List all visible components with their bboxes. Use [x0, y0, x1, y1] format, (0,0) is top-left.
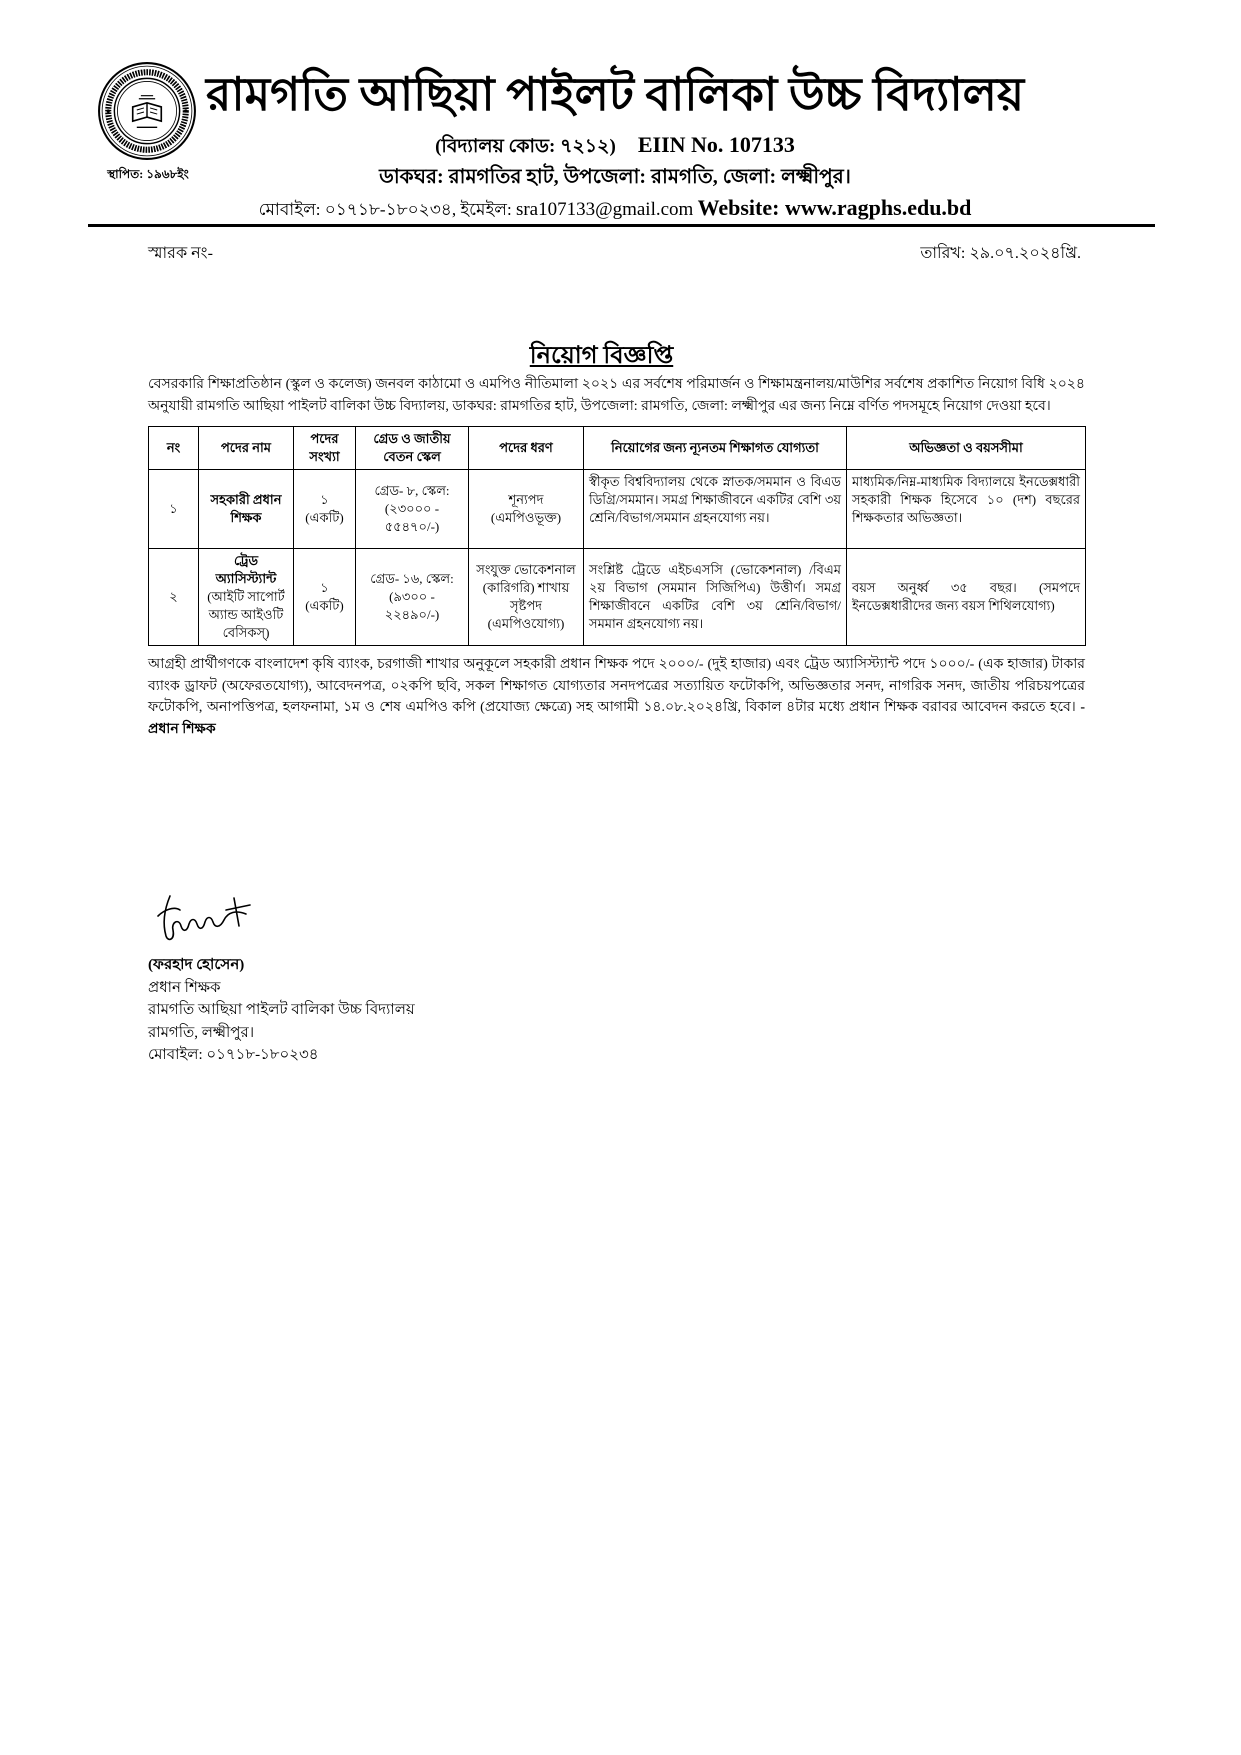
header-post-count: পদের সংখ্যা: [294, 427, 356, 470]
vacancy-table: [148, 426, 1086, 646]
notice-title: নিয়োগ বিজ্ঞপ্তি: [529, 343, 674, 369]
post-count-number: ১: [320, 580, 329, 595]
notice-body: [148, 340, 1085, 740]
header-serial: নং: [149, 427, 199, 470]
cell-post-name: সহকারী প্রধান শিক্ষক: [199, 470, 294, 549]
signatory-location: রামগতি, লক্ষ্মীপুর।: [148, 1024, 255, 1041]
application-instructions: [148, 654, 1085, 740]
post-count-words: (একটি): [305, 598, 344, 613]
table-row: [149, 549, 1086, 646]
school-code: (বিদ্যালয় কোড: ৭২১২): [435, 136, 616, 157]
table-header: [149, 427, 1086, 470]
cell-post-count: [294, 470, 356, 549]
signatory-block: [148, 954, 415, 1067]
cell-experience-age: বয়স অনুর্ধ্ব ৩৫ বছর। (সমপদে ইনডেক্সধারীদের জন্য বয়স শিথিলযোগ্য): [847, 549, 1086, 646]
header-divider: [88, 224, 1155, 227]
cell-post-type: সংযুক্ত ভোকেশনাল (কারিগরি) শাখায় সৃষ্টপদ (এমপিওযোগ্য): [469, 549, 584, 646]
cell-experience-age: মাধ্যমিক/নিম্ন-মাধ্যমিক বিদ্যালয়ে ইনডেক্সধারী সহকারী শিক্ষক হিসেবে ১০ (দশ) বছরের শিক্ষকতার অভিজ্ঞতা।: [847, 470, 1086, 549]
memo-date: তারিখ: ২৯.০৭.২০২৪খ্রি.: [920, 245, 1081, 262]
instructions-text: আগ্রহী প্রার্থীগণকে বাংলাদেশ কৃষি ব্যাংক, চরগাজী শাখার অনুকূলে সহকারী প্রধান শিক্ষক পদে ২০০০/- (দুই হাজার) এবং ট্রেড অ্যাসিস্ট্যান্ট পদে ১০০০/- (এক হাজার) টাকার ব্যাংক ড্রাফট (অফেরতযোগ্য), আবেদনপত্র, ০২কপি ছবি, সকল শিক্ষাগত যোগ্যতার সনদপত্রের সত্যায়িত ফটোকপি, অভিজ্ঞতার সনদ, নাগরিক সনদ, জাতীয় পরিচয়পত্রের ফটোকপি, অনাপত্তিপত্র, হলফনামা, ১ম ও শেষ এমপিও কপি (প্রযোজ্য ক্ষেত্রে) সহ আগামী ১৪.০৮.২০২৪খ্রি, বিকাল ৪টার মধ্যে প্রধান শিক্ষক বরাবর আবেদন করতে হবে।: [148, 657, 1085, 715]
instructions-signoff: - প্রধান শিক্ষক: [148, 700, 1086, 737]
contact-email: sra107133@gmail.com: [515, 199, 694, 220]
cell-post-name: [199, 549, 294, 646]
post-name-title: ট্রেড অ্যাসিস্ট্যান্ট: [215, 553, 277, 586]
signatory-name: (ফরহাদ হোসেন): [148, 957, 245, 973]
cell-post-count: [294, 549, 356, 646]
cell-qualification: সংশ্লিষ্ট ট্রেডে এইচএসসি (ভোকেশনাল) /বিএম ২য় বিভাগ (সমমান সিজিপিএ) উত্তীর্ণ। সমগ্র শিক্ষাজীবনে একটির বেশি ৩য় শ্রেনি/বিভাগ/সমমান গ্রহনযোগ্য নয়।: [584, 549, 847, 646]
header-grade-scale: গ্রেড ও জাতীয় বেতন স্কেল: [356, 427, 469, 470]
post-count-words: (একটি): [305, 510, 344, 525]
cell-qualification: স্বীকৃত বিশ্ববিদ্যালয় থেকে স্নাতক/সমমান ও বিএড ডিগ্রি/সমমান। সমগ্র শিক্ষাজীবনে একটির বেশি ৩য় শ্রেনি/বিভাগ/সমমান গ্রহনযোগ্য নয়।: [584, 470, 847, 549]
cell-serial: ২: [149, 549, 199, 646]
memo-reference: স্মারক নং-: [148, 245, 213, 262]
table-header-row: [149, 427, 1086, 470]
cell-grade-scale: গ্রেড- ১৬, স্কেল: (৯৩০০ - ২২৪৯০/-): [356, 549, 469, 646]
contact-website: Website: www.ragphs.edu.bd: [697, 195, 972, 220]
table-body: [149, 470, 1086, 646]
school-seal-icon: [96, 60, 198, 162]
notice-intro: বেসরকারি শিক্ষাপ্রতিষ্ঠান (স্কুল ও কলেজ) জনবল কাঠামো ও এমপিও নীতিমালা ২০২১ এর সর্বশেষ পরিমার্জন ও শিক্ষামন্ত্রনালয়/মাউশির সর্বশেষ প্রকাশিত নিয়োগ বিধি ২০২৪ অনুযায়ী রামগতি আছিয়া পাইলট বালিকা উচ্চ বিদ্যালয়, ডাকঘর: রামগতির হাট, উপজেলা: রামগতি, জেলা: লক্ষ্মীপুর এর জন্য নিম্নে বর্ণিত পদসমূহে নিয়োগ দেওয়া হবে।: [148, 377, 1085, 414]
established-year: স্থাপিত: ১৯৬৮ইং: [107, 167, 189, 181]
school-address: ডাকঘর: রামগতির হাট, উপজেলা: রামগতি, জেলা: লক্ষ্মীপুর।: [379, 166, 851, 188]
cell-post-type: শূন্যপদ (এমপিওভূক্ত): [469, 470, 584, 549]
signature-icon: [150, 886, 262, 950]
eiin-number: EIIN No. 107133: [637, 132, 795, 157]
contact-line: [200, 192, 1030, 226]
letterhead: [200, 64, 1030, 226]
cell-grade-scale: গ্রেড- ৮, স্কেল: (২৩০০০ - ৫৫৪৭০/-): [356, 470, 469, 549]
contact-email-label: ইমেইল:: [460, 200, 512, 219]
cell-serial: ১: [149, 470, 199, 549]
signatory-school: রামগতি আছিয়া পাইলট বালিকা উচ্চ বিদ্যালয়: [148, 1002, 415, 1018]
header-experience-age: অভিজ্ঞতা ও বয়সসীমা: [847, 427, 1086, 470]
table-row: [149, 470, 1086, 549]
school-name: রামগতি আছিয়া পাইলট বালিকা উচ্চ বিদ্যালয়: [205, 69, 1025, 120]
header-post-type: পদের ধরণ: [469, 427, 584, 470]
header-qualification: নিয়োগের জন্য ন্যূনতম শিক্ষাগত যোগ্যতা: [584, 427, 847, 470]
school-code-line: [200, 130, 1030, 162]
signatory-mobile: মোবাইল: ০১৭১৮-১৮০২৩৪: [148, 1047, 319, 1063]
signatory-designation: প্রধান শিক্ষক: [148, 979, 221, 996]
contact-mobile: মোবাইল: ০১৭১৮-১৮০২৩৪,: [258, 200, 457, 219]
header-post-name: পদের নাম: [199, 427, 294, 470]
post-count-number: ১: [320, 492, 329, 507]
post-name-subtitle: (আইটি সাপোর্ট অ্যান্ড আইওটি বেসিকস্): [207, 589, 285, 640]
